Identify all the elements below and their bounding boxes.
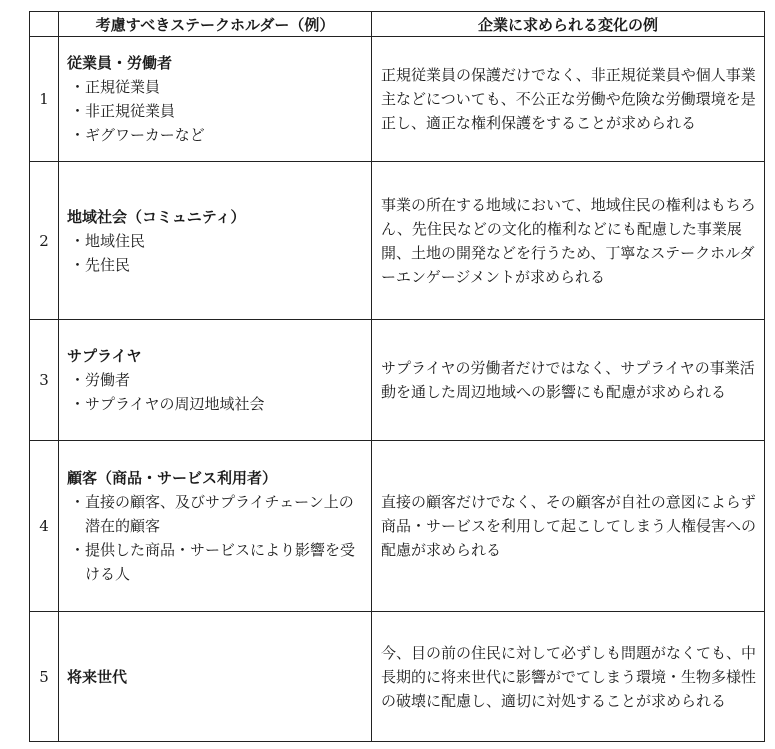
stakeholder-cell	[59, 162, 372, 320]
stakeholder-cell	[59, 37, 372, 162]
stakeholder-cell	[59, 612, 372, 742]
table-row	[30, 320, 765, 441]
change-cell: サプライヤの労働者だけではなく、サプライヤの事業活動を通した周辺地域への影響にも配慮が求められる	[372, 320, 765, 441]
table-row	[30, 612, 765, 742]
stakeholder-cell	[59, 320, 372, 441]
stakeholder-item: ・ 直接の顧客、及びサプライチェーン上の潜在的顧客	[70, 490, 365, 538]
stakeholder-cell	[59, 441, 372, 612]
stakeholder-title: 将来世代	[67, 667, 128, 686]
stakeholder-title: 地域社会（コミュニティ）	[67, 207, 246, 226]
stakeholder-title: サプライヤ	[67, 347, 142, 365]
change-cell: 正規従業員の保護だけでなく、非正規従業員や個人事業主などについても、不公正な労働や危険な労働環境を是正し、適正な権利保護をすることが求められる	[372, 37, 765, 162]
header-stakeholders: 考慮すべきステークホルダー（例）	[59, 12, 372, 37]
stakeholder-item: ・ 正規従業員	[70, 75, 365, 99]
row-number: 4	[30, 441, 59, 612]
change-cell: 事業の所在する地域において、地域住民の権利はもちろん、先住民などの文化的権利などにも配慮した事業展開、土地の開発などを行うため、丁寧なステークホルダーエンゲージメントが求められる	[372, 162, 765, 320]
stakeholder-item: ・ 非正規従業員	[70, 99, 365, 123]
stakeholder-item: ・ 先住民	[70, 253, 365, 277]
row-number: 2	[30, 162, 59, 320]
table-header-row	[30, 12, 765, 37]
table-row	[30, 441, 765, 612]
stakeholder-item: ・ 提供した商品・サービスにより影響を受ける人	[70, 538, 365, 586]
table-row	[30, 162, 765, 320]
change-cell: 今、目の前の住民に対して必ずしも問題がなくても、中長期的に将来世代に影響がでてしまう環境・生物多様性の破壊に配慮し、適切に対処することが求められる	[372, 612, 765, 742]
stakeholder-item: ・ 労働者	[70, 368, 365, 392]
stakeholder-table	[29, 11, 765, 742]
stakeholder-item: ・ ギグワーカーなど	[70, 123, 365, 147]
change-cell: 直接の顧客だけでなく、その顧客が自社の意図によらず商品・サービスを利用して起こしてしまう人権侵害への配慮が求められる	[372, 441, 765, 612]
stakeholder-title: 顧客（商品・サービス利用者）	[67, 469, 278, 487]
header-number-cell	[30, 12, 59, 37]
row-number: 3	[30, 320, 59, 441]
header-changes: 企業に求められる変化の例	[372, 12, 765, 37]
row-number: 1	[30, 37, 59, 162]
row-number: 5	[30, 612, 59, 742]
stakeholder-item: ・ サプライヤの周辺地域社会	[70, 392, 365, 416]
table-row	[30, 37, 765, 162]
stakeholder-title: 従業員・労働者	[67, 54, 173, 72]
stakeholder-item: ・ 地域住民	[70, 229, 365, 253]
